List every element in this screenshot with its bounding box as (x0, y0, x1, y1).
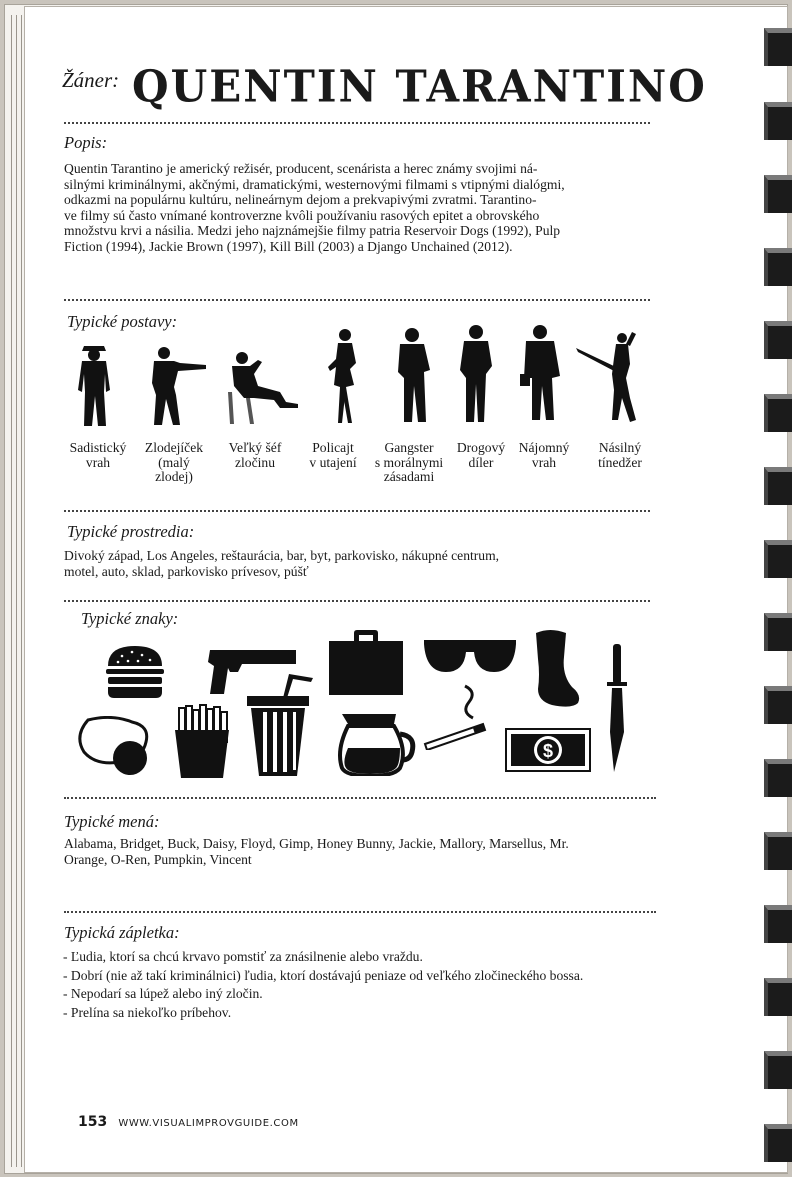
popis-line: množstvu krvi a násilia. Medzi jeho najznámejšie filmy patria Reservoir Dogs (1992), Pulp (64, 223, 561, 239)
zapletka-label: Typická zápletka: (64, 923, 180, 942)
binding-ring (764, 248, 792, 286)
caption-line: Sadistický (69, 440, 127, 455)
prostredia-line: motel, auto, sklad, parkovisko prívesov, púšť (64, 563, 309, 579)
character-caption (583, 441, 657, 470)
sunglasses-icon (424, 638, 516, 678)
character-caption (58, 441, 138, 470)
dollar-bill-icon (505, 728, 591, 772)
popis-line: silnými kriminálnymi, akčnými, dramatickými, westernovými filmami s vtipnými dialógmi, (64, 176, 565, 192)
caption-line: v utajení (309, 454, 357, 470)
footer (78, 1111, 299, 1130)
znaky-label: Typické znaky: (81, 609, 179, 628)
caption-line: Zlodejíček (144, 440, 204, 455)
binding-ring (764, 1051, 792, 1089)
binding-ring (764, 613, 792, 651)
knife-icon (604, 642, 630, 774)
drink-cup-icon (247, 670, 315, 778)
cigarette-icon (423, 684, 489, 750)
caption-line: Drogový (456, 440, 506, 455)
postavy-label: Typické postavy: (67, 312, 178, 331)
page-number: 153 (78, 1114, 108, 1130)
fries-icon (173, 704, 231, 780)
caption-line: (malý (158, 454, 190, 470)
gangster-silhouette-icon (394, 326, 434, 424)
mena-line: Orange, O-Ren, Pumpkin, Vincent (64, 851, 252, 867)
plot-item: - Ľudia, ktorí sa chcú krvavo pomstiť za znásilnenie alebo vraždu. (63, 949, 423, 964)
binding-ring (764, 394, 792, 432)
divider (64, 510, 650, 512)
spiral-binding (760, 0, 792, 1177)
page-edge (11, 15, 12, 1167)
page-edge (16, 15, 17, 1167)
caption-line: vrah (531, 454, 557, 470)
fried-egg-icon (76, 716, 156, 780)
undercover-cop-silhouette-icon (322, 325, 364, 425)
binding-ring (764, 102, 792, 140)
divider (64, 600, 650, 602)
binding-ring (764, 978, 792, 1016)
coffee-pot-icon (338, 712, 416, 776)
binding-ring (764, 832, 792, 870)
character-caption (367, 441, 451, 485)
binding-ring (764, 1124, 792, 1162)
prostredia-label: Typické prostredia: (67, 522, 195, 541)
mena-line: Alabama, Bridget, Buck, Daisy, Floyd, Gimp, Honey Bunny, Jackie, Mallory, Marsellus, Mr. (64, 836, 569, 851)
prostredia-line: Divoký západ, Los Angeles, reštaurácia, bar, byt, parkovisko, nákupné centrum, (64, 548, 500, 563)
caption-line: Veľký šéf (228, 440, 282, 455)
caption-line: tínedžer (598, 454, 642, 470)
caption-line: s morálnymi (374, 454, 444, 470)
plot-item: - Dobrí (nie až takí kriminálnici) ľudia, ktorí dostávajú peniaze od veľkého zločineckého bossa. (63, 967, 584, 983)
foot-icon (526, 629, 582, 709)
binding-ring (764, 321, 792, 359)
caption-line: zásadami (383, 469, 435, 484)
plot-item: - Nepodarí sa lúpež alebo iný zločin. (63, 986, 263, 1001)
binding-ring (764, 467, 792, 505)
genre-label: Žáner: (62, 68, 120, 92)
caption-line: Policajt (312, 440, 354, 455)
mena-label: Typické mená: (64, 812, 160, 831)
hitman-silhouette-icon (520, 322, 564, 422)
character-caption (134, 441, 214, 485)
binding-ring (764, 905, 792, 943)
popis-line: odkazmi na populárnu kultúru, nelineárnym dejom a prekvapivými zvratmi. Tarantino- (64, 192, 537, 208)
binding-ring (764, 28, 792, 66)
teenager-with-gun-silhouette-icon (576, 328, 640, 424)
dollar-symbol: $ (542, 741, 554, 761)
caption-line: zlodej) (155, 469, 193, 484)
burger-icon (104, 644, 166, 700)
popis-label: Popis: (64, 133, 108, 152)
caption-line: Nájomný (518, 440, 570, 455)
divider (64, 122, 650, 124)
page-title: QUENTIN TARANTINO (132, 60, 707, 113)
character-caption (215, 441, 295, 470)
divider (64, 911, 656, 913)
character-caption (293, 441, 373, 470)
popis-line: Fiction (1994), Jackie Brown (1997), Kill Bill (2003) a Django Unchained (2012). (64, 238, 513, 254)
popis-paragraph (64, 161, 654, 255)
plot-list (63, 948, 583, 1022)
thief-silhouette-icon (140, 343, 212, 427)
binding-ring (764, 759, 792, 797)
caption-line: vrah (85, 454, 111, 470)
website-link[interactable]: WWW.VISUALIMPROVGUIDE.COM (118, 1118, 299, 1129)
mena-paragraph (64, 836, 664, 867)
killer-silhouette-icon (72, 340, 116, 428)
crime-boss-silhouette-icon (224, 350, 304, 424)
plot-item: - Prelína sa niekoľko príbehov. (63, 1004, 232, 1020)
binding-ring (764, 175, 792, 213)
prostredia-paragraph (64, 548, 654, 579)
character-caption (509, 441, 579, 470)
caption-line: díler (468, 454, 494, 470)
drug-dealer-silhouette-icon (456, 322, 496, 424)
caption-line: Gangster (384, 440, 434, 455)
popis-line: ve filmy sú často vnímané kontroverzne kvôli používaniu rasových epitet a obrovského (64, 207, 540, 223)
binding-ring (764, 686, 792, 724)
divider (64, 299, 650, 301)
divider (64, 797, 656, 799)
caption-line: zločinu (234, 454, 275, 470)
caption-line: Násilný (598, 440, 642, 455)
character-caption (446, 441, 516, 470)
popis-line: Quentin Tarantino je americký režisér, producent, scenárista a herec známy svojimi ná- (64, 161, 538, 176)
briefcase-icon (327, 629, 405, 697)
page-edge (21, 15, 22, 1167)
binding-ring (764, 540, 792, 578)
